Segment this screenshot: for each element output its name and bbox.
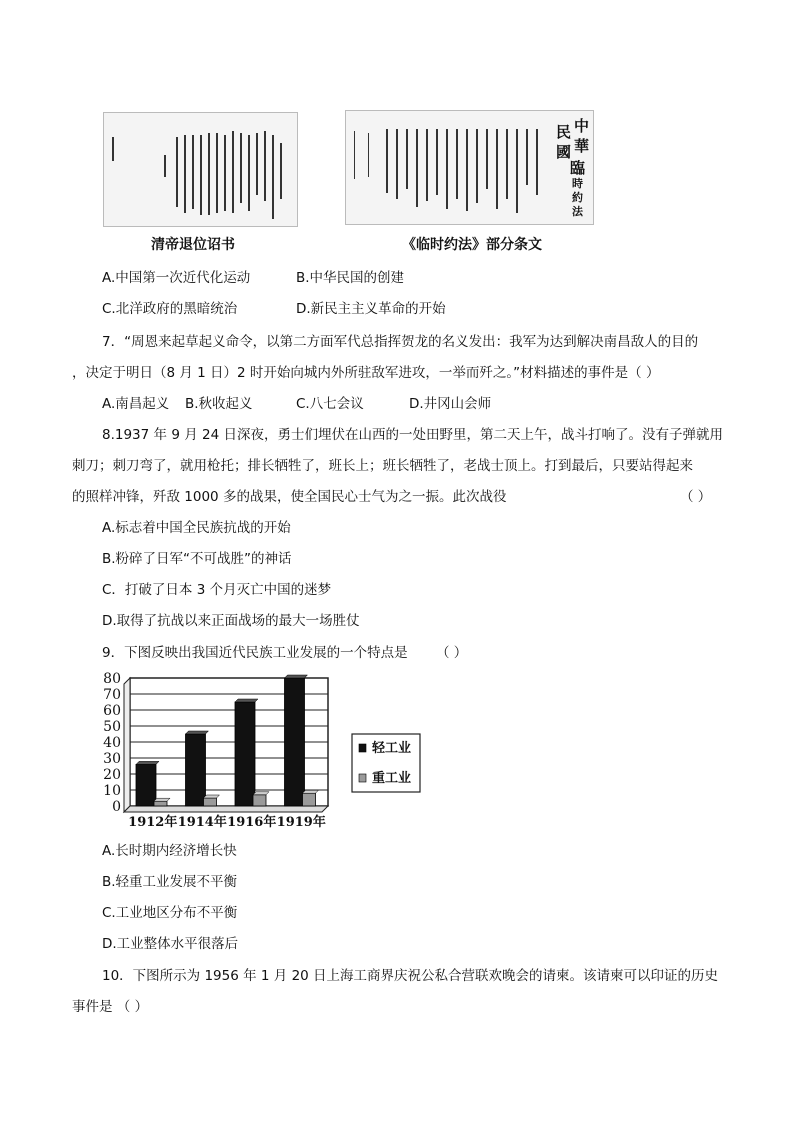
light-industry-bar xyxy=(235,702,255,806)
legend-label-heavy: 重工业 xyxy=(372,771,412,786)
light-industry-bar xyxy=(285,678,305,806)
heavy-industry-bar-top xyxy=(303,790,319,793)
q7-stem-line1: 7．“周恩来起草起义命令，以第二方面军代总指挥贺龙的名义发出：我军为达到解决南昌敌人的目的 xyxy=(102,334,699,350)
q10-stem-line1: 10．下图所示为 1956 年 1 月 20 日上海工商界庆祝公私合营联欢晚会的请柬。该请柬可以印证的历史 xyxy=(102,968,719,984)
q8-stem-line2: 刺刀；刺刀弯了，就用枪托；排长牺牲了，班长上；班长牺牲了，老战士顶上。打到最后，只要站得起来 xyxy=(72,458,693,474)
light-industry-bar-top xyxy=(136,761,159,764)
left-figure-caption: 清帝退位诏书 xyxy=(151,237,235,253)
q6-option-d[interactable]: D.新民主主义革命的开始 xyxy=(296,301,446,317)
seal-char: 中 xyxy=(574,117,590,135)
q9-stem: 9．下图反映出我国近代民族工业发展的一个特点是 xyxy=(102,645,408,661)
heavy-industry-bar-top xyxy=(154,798,170,801)
y-tick-label: 50 xyxy=(103,719,121,735)
light-industry-bar-top xyxy=(186,731,209,734)
q7-option-c[interactable]: C.八七会议 xyxy=(296,396,364,412)
y-tick-label: 40 xyxy=(103,735,121,751)
q9-option-a[interactable]: A.长时期内经济增长快 xyxy=(102,843,237,859)
light-industry-bar-top xyxy=(285,675,308,678)
q9-answer-bracket: （ ） xyxy=(436,645,468,661)
provisional-constitution-photo xyxy=(345,110,594,225)
y-tick-label: 0 xyxy=(112,799,121,815)
heavy-industry-bar xyxy=(204,798,217,806)
q8-option-b[interactable]: B.粉碎了日军“不可战胜”的神话 xyxy=(102,551,292,567)
q7-stem-line2: ，决定于明日（8 月 1 日）2 时开始向城内外所驻敌军进攻，一举而歼之。”材料描述的事件是（ ） xyxy=(72,365,660,381)
right-figure-caption: 《临时约法》部分条文 xyxy=(402,237,542,253)
x-tick-label: 1919年 xyxy=(276,815,326,830)
seal-char: 華 xyxy=(574,137,590,155)
q8-option-d[interactable]: D.取得了抗战以来正面战场的最大一场胜仗 xyxy=(102,613,360,629)
seal-char: 民 xyxy=(556,123,572,141)
plot-floor xyxy=(124,806,328,812)
seal-char: 約 xyxy=(572,191,583,204)
q6-option-a[interactable]: A.中国第一次近代化运动 xyxy=(102,270,251,286)
qing-abdication-edict-photo xyxy=(103,112,298,227)
light-industry-bar xyxy=(136,764,156,806)
y-tick-label: 80 xyxy=(103,671,121,687)
heavy-industry-bar-top xyxy=(253,792,269,795)
seal-char: 時 xyxy=(572,177,583,190)
x-tick-label: 1916年 xyxy=(227,815,277,830)
q8-stem-line3: 的照样冲锋，歼敌 1000 多的战果，使全国民心士气为之一振。此次战役 xyxy=(72,489,507,505)
legend-swatch-heavy xyxy=(359,774,366,782)
q8-answer-bracket: （ ） xyxy=(680,489,712,505)
light-industry-bar xyxy=(186,734,206,806)
q7-option-b[interactable]: B.秋收起义 xyxy=(185,396,253,412)
y-tick-label: 10 xyxy=(103,783,121,799)
heavy-industry-bar xyxy=(303,793,316,806)
y-tick-label: 20 xyxy=(103,767,121,783)
legend-label-light: 轻工业 xyxy=(372,741,412,756)
q9-option-c[interactable]: C.工业地区分布不平衡 xyxy=(102,905,238,921)
q9-option-d[interactable]: D.工业整体水平很落后 xyxy=(102,936,239,952)
q9-option-b[interactable]: B.轻重工业发展不平衡 xyxy=(102,874,238,890)
legend-swatch-light xyxy=(359,744,366,752)
industry-bar-chart xyxy=(100,668,430,830)
q6-option-c[interactable]: C.北洋政府的黑暗统治 xyxy=(102,301,238,317)
x-tick-label: 1912年 xyxy=(128,815,178,830)
seal-char: 臨 xyxy=(570,159,586,177)
y-tick-label: 70 xyxy=(103,687,121,703)
x-tick-label: 1914年 xyxy=(177,815,227,830)
y-tick-label: 60 xyxy=(103,703,121,719)
q7-option-d[interactable]: D.井冈山会师 xyxy=(409,396,492,412)
heavy-industry-bar-top xyxy=(204,795,220,798)
y-tick-label: 30 xyxy=(103,751,121,767)
q6-option-b[interactable]: B.中华民国的创建 xyxy=(296,270,405,286)
seal-char: 法 xyxy=(572,205,583,218)
light-industry-bar-top xyxy=(235,699,258,702)
q8-option-c[interactable]: C．打破了日本 3 个月灭亡中国的迷梦 xyxy=(102,582,332,598)
q8-option-a[interactable]: A.标志着中国全民族抗战的开始 xyxy=(102,520,291,536)
heavy-industry-bar xyxy=(154,801,167,806)
heavy-industry-bar xyxy=(253,795,266,806)
seal-char: 國 xyxy=(556,143,572,161)
plot-side-wall xyxy=(124,678,130,812)
q10-stem-line2: 事件是 （ ） xyxy=(72,999,149,1015)
q7-option-a[interactable]: A.南昌起义 xyxy=(102,396,170,412)
q8-stem-line1: 8.1937 年 9 月 24 日深夜，勇士们埋伏在山西的一处田野里，第二天上午，战斗打响了。没有子弹就用 xyxy=(102,427,723,443)
